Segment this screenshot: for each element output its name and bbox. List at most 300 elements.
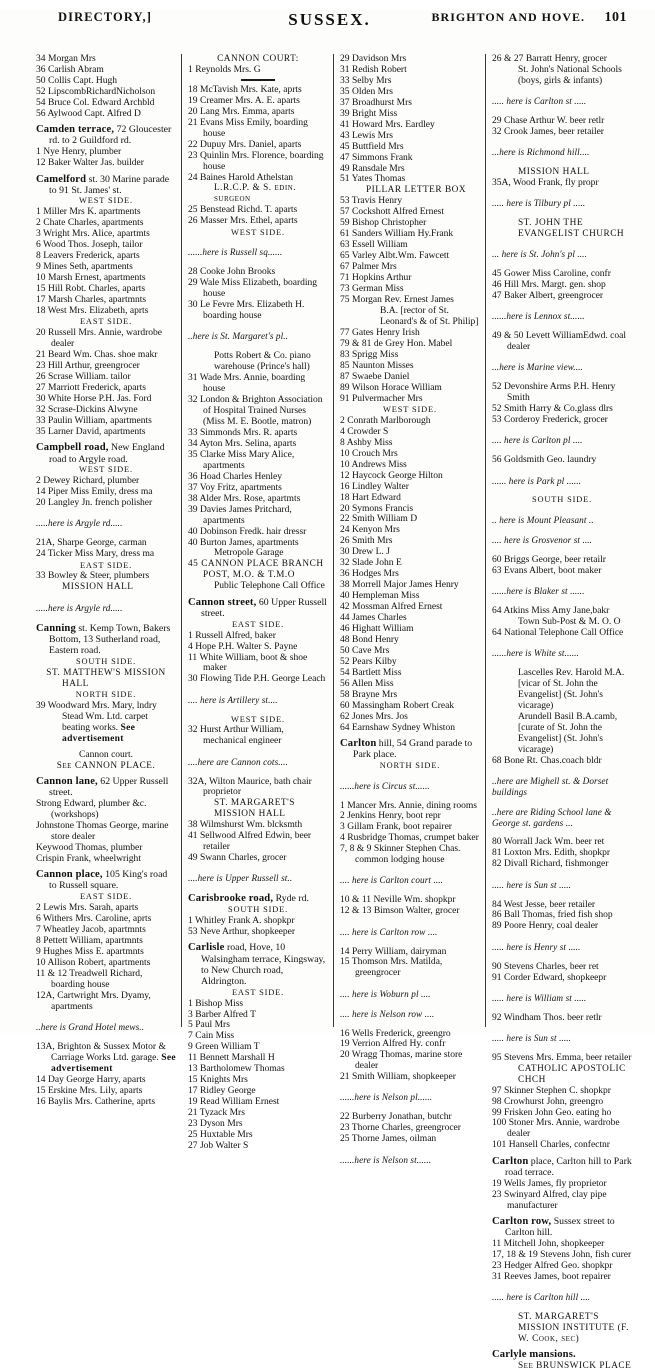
entry-text: 40 Hempleman Miss — [340, 590, 420, 602]
entry-text: ST. JOHN THE EVANGELIST CHURCH — [518, 218, 625, 240]
entry-text: Strong Edward, plumber &c. (workshops) — [36, 798, 147, 820]
entry-text: 29 Wale Miss Elizabeth, boarding house — [188, 277, 317, 300]
entry-text: 36 Hodges Mrs — [340, 568, 399, 580]
cross-reference — [340, 989, 480, 1000]
entry-text: 1 Russell Alfred, baker — [188, 629, 276, 641]
directory-entry — [492, 415, 632, 426]
entry-text: 1 Nye Henry, plumber — [36, 146, 122, 158]
street-heading — [188, 597, 328, 619]
entry-text: See CANNON PLACE. — [56, 760, 156, 771]
entry-text: ..... here is Sun st ..... — [492, 879, 572, 890]
entry-text: Cannon court. — [79, 748, 133, 760]
entry-text: 19 Creamer Mrs. A. E. aparts — [188, 94, 300, 106]
entry-text: 7 Wheatley Jacob, apartmnts — [36, 923, 146, 935]
entry-text: PILLAR LETTER BOX — [366, 185, 467, 196]
directory-entry — [340, 1072, 480, 1083]
cross-reference — [492, 942, 632, 953]
entry-text: 7, 8 & 9 Skinner Stephen Chas. common lodging house — [340, 843, 461, 866]
street-name: Campbell road, — [36, 442, 109, 454]
entry-text: 44 James Charles — [340, 612, 407, 624]
entry-text: SOUTH SIDE. — [75, 656, 137, 666]
entry-text: 21 Evans Miss Emily, boarding house — [188, 116, 308, 139]
cross-reference — [340, 781, 480, 792]
entry-text: 23 Hedger Alfred Geo. shopkpr — [492, 1259, 613, 1271]
street-name: Carisbrooke road, — [188, 893, 274, 905]
entry-text: road, Hove, 10 Walsingham terrace, Kingsway, to New Church road, Aldrington. — [201, 942, 326, 987]
entry-text: 15 Erskine Mrs. Lily, aparts — [36, 1084, 143, 1096]
cross-reference — [188, 331, 328, 342]
entry-text: ..here are Mighell st. & Dorset buildings — [492, 775, 609, 797]
entry-text: 22 Dupuy Mrs. Daniel, aparts — [188, 138, 302, 150]
entry-text: 1 Mancer Mrs. Annie, dining rooms — [340, 799, 477, 811]
directory-entry — [188, 373, 328, 395]
side-marker — [36, 561, 176, 571]
entry-text: 10 Andrews Miss — [340, 458, 407, 470]
entry-text: 18 McTavish Mrs. Kate, aprts — [188, 83, 302, 95]
entry-text: 89 Poore Henry, coal dealer — [492, 920, 599, 932]
entry-text: EAST SIDE. — [79, 317, 133, 327]
cross-reference — [36, 603, 176, 614]
directory-entry — [340, 723, 480, 734]
entry-text: 101 Hansell Charles, confectnr — [492, 1139, 610, 1151]
entry-text: ......here is Nelson pl...... — [340, 1092, 433, 1103]
entry-text: 52 Pears Kilby — [340, 655, 397, 667]
entry-text: 2 Conrath Marlborough — [340, 414, 431, 426]
directory-entry — [36, 306, 176, 317]
street-name: Carlton row, — [492, 1216, 552, 1228]
entry-text: 49 & 50 Levett WilliamEdwd. coal dealer — [492, 330, 626, 353]
entry-text: 64 Atkins Miss Amy Jane,bakr — [492, 605, 610, 617]
entry-text: 58 Brayne Mrs — [340, 688, 398, 700]
entry-text: .... here is Carlton row .... — [340, 926, 438, 937]
directory-entry — [492, 1053, 632, 1064]
entry-text: 87 Swaebe Daniel — [340, 370, 410, 382]
entry-text: 53 Corderoy Frederick, grocer — [492, 414, 608, 426]
entry-text: 8 Leavers Frederick, aparts — [36, 250, 140, 262]
entry-text: 12 Haycock George Hilton — [340, 469, 443, 481]
entry-text: 25 Thorne James, oilman — [340, 1133, 437, 1145]
directory-entry — [492, 218, 632, 240]
entry-text: 20 Russell Mrs. Annie, wardrobe dealer — [36, 327, 162, 350]
entry-text: 89 Wilson Horace William — [340, 381, 442, 393]
cross-reference — [492, 880, 632, 891]
entry-text: SOUTH SIDE. — [531, 495, 593, 505]
entry-text: 41 Howard Mrs. Eardley — [340, 118, 435, 130]
entry-text: 38 Wilmshurst Wm. blcksmth — [188, 819, 303, 831]
directory-entry — [340, 306, 480, 328]
entry-text: 35A, Wood Frank, fly propr — [492, 177, 599, 189]
cross-reference — [492, 535, 632, 546]
entry-text: 11 Mitchell John, shopkeeper — [492, 1238, 605, 1249]
entry-text: 36 Hoad Charles Henley — [188, 470, 282, 482]
entry-text: EAST SIDE. — [79, 560, 133, 570]
entry-text: 23 Dyson Mrs — [188, 1118, 243, 1130]
entry-text: 26 & 27 Barratt Henry, grocer — [492, 53, 607, 64]
entry-text: 49 Ransdale Mrs — [340, 162, 405, 174]
street-heading — [36, 623, 176, 657]
street-name: Carlton — [340, 738, 377, 750]
directory-entry — [188, 1141, 328, 1152]
entry-text: 97 Skinner Stephen C. shopkpr — [492, 1084, 611, 1096]
entry-text: 46 Highatt William — [340, 623, 414, 635]
entry-text: ...... here is Park pl ...... — [492, 475, 582, 486]
entry-text: 18 Hart Edward — [340, 491, 401, 503]
entry-text: 1 Bishop Miss — [188, 997, 244, 1009]
directory-entry — [36, 549, 176, 560]
entry-text: 10 Marsh Ernest, apartments — [36, 272, 146, 284]
directory-entry — [36, 750, 176, 761]
entry-text: 26 Masser Mrs. Ethel, aparts — [188, 215, 298, 227]
entry-text: 10 Crouch Mrs — [340, 447, 398, 459]
entry-text: 31 Redish Robert — [340, 63, 407, 75]
directory-entry — [188, 581, 328, 592]
cross-reference — [492, 435, 632, 446]
running-head-left-text: DIRECTORY, — [58, 10, 147, 24]
entry-text: 19 Read William Ernest — [188, 1096, 280, 1108]
entry-text: 13A, Brighton & Sussex Motor & Carriage Works Ltd. garage. — [36, 1040, 166, 1063]
entry-text: SOUTH SIDE. — [227, 905, 289, 915]
cross-reference — [492, 807, 632, 829]
entry-text: Ryde rd. — [273, 893, 309, 905]
entry-text: ......here is Blaker st ...... — [492, 586, 585, 597]
entry-text: 6 Withers Mrs. Caroline, aprts — [36, 912, 152, 924]
cross-reference — [188, 247, 328, 258]
entry-text: 9 Green William T — [188, 1041, 260, 1053]
street-heading — [36, 776, 176, 798]
entry-text: 53 Travis Henry — [340, 195, 402, 207]
entry-text: 45 CANNON PLACE BRANCH POST, M.O. & T.M.O — [188, 559, 324, 581]
entry-text: HALL — [62, 678, 89, 689]
directory-entry — [492, 859, 632, 870]
entry-text: .... here is Carlton pl .... — [492, 435, 583, 446]
entry-text: WEST SIDE. — [383, 405, 437, 414]
entry-text: NORTH SIDE. — [379, 760, 441, 770]
entry-text: NORTH SIDE. — [75, 689, 137, 699]
cross-reference — [36, 1022, 176, 1033]
entry-text: EAST SIDE. — [79, 892, 133, 902]
directory-entry — [188, 927, 328, 938]
entry-text: 21 Smith William, shopkeeper — [340, 1071, 456, 1083]
entry-text: Lascelles Rev. Harold M.A. [vicar of St. John the Evangelist] (St. John's vicarage) — [518, 667, 625, 712]
entry-text: 20 Langley Jn. french polisher — [36, 497, 153, 509]
side-marker — [36, 465, 176, 475]
entry-text: 79 & 81 de Grey Hon. Mabel — [340, 337, 453, 349]
entry-text: .....here is Argyle rd..... — [36, 602, 123, 613]
entry-text: 83 Sprigg Miss — [340, 348, 399, 360]
entry-text: 1 Miller Mrs K. apartments — [36, 206, 141, 218]
entry-text: 18 West Mrs. Elizabeth, aprts — [36, 304, 149, 316]
side-marker — [340, 405, 480, 415]
directory-entry — [492, 291, 632, 302]
entry-text: 64 Earnshaw Sydney Whiston — [340, 721, 455, 733]
entry-text: ..... here is Henry st ..... — [492, 941, 581, 952]
entry-text: 62 Jones Mrs. Jos — [340, 710, 408, 722]
running-head-right: BRIGHTON AND HOVE. — [431, 10, 585, 24]
entry-text: 45 Buttfield Mrs — [340, 140, 404, 152]
entry-text: 16 Baylis Mrs. Catherine, aprts — [36, 1095, 156, 1107]
entry-text: 23 Thorne Charles, greengrocer — [340, 1122, 461, 1134]
entry-text: 60 Briggs George, beer retailr — [492, 554, 606, 566]
directory-column-4 — [485, 53, 637, 1372]
entry-text: Crispin Frank, wheelwright — [36, 852, 141, 864]
entry-text: EAST SIDE. — [231, 987, 285, 997]
entry-text: st. 30 Marine parade to 91 St. James' st. — [49, 173, 170, 196]
entry-text: 43 Lewis Mrs — [340, 129, 393, 141]
entry-text: 9 Hughes Miss E. apartmnts — [36, 945, 144, 957]
entry-text: 63 Evans Albert, boot maker — [492, 565, 602, 576]
directory-entry — [188, 151, 328, 173]
directory-entry — [36, 571, 176, 582]
side-marker — [340, 761, 480, 771]
entry-text: Town Sub-Post & M. O. O — [518, 616, 621, 628]
directory-entry — [36, 969, 176, 991]
entry-text: 22 Burberry Jonathan, butchr — [340, 1111, 452, 1123]
entry-text: 4 Rusbridge Thomas, crumpet baker — [340, 832, 479, 844]
entry-text: 16 Wells Frederick, greengro — [340, 1027, 451, 1039]
entry-text: 61 Sanders William Hy.Frank — [340, 228, 454, 240]
cross-reference — [340, 1155, 480, 1166]
cross-reference — [188, 695, 328, 706]
entry-text: ......here is White st...... — [492, 648, 579, 659]
directory-entry — [188, 450, 328, 472]
entry-text: CANNON COURT: — [217, 54, 299, 64]
entry-text: ......here is Lennox st...... — [492, 311, 585, 322]
entry-text: 11 & 12 Treadwell Richard, boarding house — [36, 967, 143, 990]
cross-reference — [492, 311, 632, 322]
entry-text: 15 Hill Robt. Charles, aparts — [36, 283, 146, 295]
entry-text: 73 German Miss — [340, 283, 404, 295]
directory-entry — [188, 653, 328, 675]
entry-text: 27 Marriott Frederick, aparts — [36, 382, 147, 394]
side-marker — [188, 715, 328, 725]
entry-text: ..... here is Sun st ..... — [492, 1032, 572, 1043]
entry-text: 8 Pettett William, apartmnts — [36, 934, 143, 946]
advertisement-note: See advertisement — [51, 1051, 176, 1074]
side-marker — [188, 620, 328, 630]
entry-text: EAST SIDE. — [231, 619, 285, 629]
entry-text: 56 Goldsmith Geo. laundry — [492, 454, 597, 466]
entry-text: ..here are Riding School lane & George st. gardens ... — [492, 806, 612, 828]
entry-text: 30 Flowing Tide P.H. George Leach — [188, 673, 326, 685]
entry-text: 7 Cain Miss — [188, 1030, 235, 1042]
entry-text: ...here is Marine view.... — [492, 362, 583, 373]
entry-text: MISSION HALL — [518, 167, 590, 178]
directory-entry — [492, 382, 632, 404]
side-marker — [36, 657, 176, 667]
directory-entry — [492, 1140, 632, 1151]
directory-entry — [492, 1361, 632, 1372]
entry-text: hill, 54 Grand parade to Park place. — [353, 738, 473, 761]
entry-text: 45 Gower Miss Caroline, confr — [492, 268, 611, 280]
directory-entry — [36, 158, 176, 169]
entry-text: 19 Verrion Alfred Hy. confr — [340, 1038, 446, 1050]
entry-text: ....here is Upper Russell st.. — [188, 873, 293, 884]
street-heading — [188, 942, 328, 987]
directory-entry — [188, 278, 328, 300]
entry-text: 46 Hill Mrs. Margt. gen. shop — [492, 279, 606, 291]
directory-entry — [36, 582, 176, 593]
running-head — [30, 10, 629, 36]
entry-text: 30 Drew L. J — [340, 546, 390, 558]
entry-text: WEST SIDE. — [79, 196, 133, 206]
entry-text: ..here is Grand Hotel mews.. — [36, 1021, 145, 1032]
entry-text: 56 Aylwood Capt. Alfred D — [36, 107, 141, 119]
entry-text: ..here is St. Margaret's pl.. — [188, 331, 289, 342]
entry-text: 17, 18 & 19 Stevens John, fish curer — [492, 1248, 632, 1260]
side-marker — [492, 495, 632, 505]
entry-text: 35 Clarke Miss Mary Alice, apartments — [188, 448, 295, 471]
entry-text: 85 Naunton Misses — [340, 359, 414, 371]
entry-text: 50 Cave Mrs — [340, 644, 390, 656]
entry-text: 36 Carlish Abram — [36, 63, 104, 75]
entry-text: ..... here is William st ..... — [492, 992, 587, 1003]
directory-entry — [36, 1042, 176, 1075]
page-number: 101 — [604, 10, 627, 25]
entry-text: WEST SIDE. — [79, 465, 133, 475]
entry-text: 31 Reeves James, boot repairer — [492, 1270, 611, 1282]
street-heading — [492, 1156, 632, 1178]
street-heading — [36, 124, 176, 146]
directory-entry — [492, 921, 632, 932]
entry-text: .... here is Carlton court .... — [340, 875, 444, 886]
entry-text: 29 Davidson Mrs — [340, 53, 407, 64]
entry-text: 32 Scrase-Dickins Alwyne — [36, 403, 138, 415]
directory-entry — [188, 351, 328, 373]
street-heading — [492, 1216, 632, 1238]
cross-reference — [492, 993, 632, 1004]
entry-text: 34 Ayton Mrs. Selina, aparts — [188, 437, 297, 449]
entry-text: .....here is Argyle rd..... — [36, 518, 123, 529]
entry-text: 32 Hurst Arthur William, mechanical engineer — [188, 724, 284, 747]
entry-text: 30 Le Fevre Mrs. Elizabeth H. boarding house — [188, 299, 305, 322]
cross-reference — [492, 96, 632, 107]
entry-text: 35 Larner David, apartments — [36, 425, 146, 437]
advertisement-note: See advertisement — [62, 721, 136, 744]
entry-text: 29 Chase Arthur W. beer retlr — [492, 115, 605, 127]
street-name: Carlton — [492, 1155, 529, 1167]
directory-entry — [36, 1097, 176, 1108]
directory-entry — [188, 548, 328, 559]
entry-text: 9 Mines Seth, apartments — [36, 261, 133, 273]
entry-text: 30 White Horse P.H. Jas. Ford — [36, 393, 152, 404]
directory-entry — [36, 109, 176, 120]
cross-reference — [340, 875, 480, 886]
entry-text: 32 Crook James, beer retailer — [492, 125, 604, 137]
directory-entry — [188, 798, 328, 820]
entry-text: 39 Woodward Mrs. Mary, lndry — [36, 699, 157, 711]
entry-text: ... here is St. John's pl .... — [492, 249, 587, 260]
directory-entry — [340, 174, 480, 185]
entry-text: 8 Ashby Miss — [340, 436, 393, 448]
entry-text: 64 National Telephone Call Office — [492, 627, 624, 639]
entry-text: ...here is Richmond hill.... — [492, 147, 590, 158]
cross-reference — [492, 515, 632, 526]
entry-text: 12 & 13 Bimson Walter, grocer — [340, 905, 460, 917]
entry-text: 33 Selby Mrs — [340, 74, 392, 86]
directory-entry — [492, 756, 632, 767]
entry-text: 105 King's road to Russell square. — [49, 869, 168, 892]
entry-text: 33 Bowley & Steer, plumbers — [36, 570, 150, 582]
entry-text: St. John's National Schools (boys, girls & infants) — [518, 63, 622, 86]
entry-text: 1 Reynolds Mrs. G — [188, 63, 261, 75]
entry-text: WEST SIDE. — [231, 714, 285, 724]
cross-reference — [492, 362, 632, 373]
directory-entry — [492, 668, 632, 712]
entry-text: 3 Gillam Frank, boot repairer — [340, 821, 452, 833]
entry-text: 24 Kenyon Mrs — [340, 524, 400, 536]
directory-entry — [492, 1312, 632, 1345]
directory-entry — [340, 394, 480, 405]
side-marker — [188, 228, 328, 238]
entry-text: 2 Chate Charles, apartments — [36, 217, 144, 229]
entry-text: ..... here is Tilbury pl ..... — [492, 198, 586, 209]
entry-text: 39 Bright Miss — [340, 107, 398, 119]
entry-text: 39 Davies James Pritchard, apartments — [188, 503, 292, 526]
entry-text: 75 Morgan Rev. Ernest James — [340, 293, 454, 305]
entry-text: 5 Paul Mrs — [188, 1019, 230, 1031]
directory-entry — [492, 455, 632, 466]
entry-text: 51 Yates Thomas — [340, 173, 406, 185]
entry-text: ..... here is Carlton hill .... — [492, 1292, 591, 1302]
entry-text: 98 Crowhurst John, greengro — [492, 1095, 604, 1107]
entry-text: 12A, Cartwright Mrs. Dyamy, apartments — [36, 989, 151, 1012]
entry-text: 48 Bond Henry — [340, 633, 399, 645]
directory-entry — [36, 668, 176, 679]
cross-reference — [340, 927, 480, 938]
entry-text: 95 Stevens Mrs. Emma, beer retailer — [492, 1051, 632, 1063]
section-rule — [241, 79, 275, 81]
entry-text: .. here is Mount Pleasant .. — [492, 515, 594, 526]
entry-text: 40 Burton James, apartments — [188, 536, 299, 548]
street-name: Cannon place, — [36, 869, 103, 881]
entry-text: 23 Swinyard Alfred, clay pipe manufacturer — [492, 1188, 607, 1211]
entry-text: 21 Tyzack Mrs — [188, 1107, 245, 1119]
entry-text: 32 Slade John E — [340, 557, 402, 569]
directory-entry — [188, 831, 328, 853]
entry-text: 60 Massingham Robert Creak — [340, 699, 455, 711]
cross-reference — [36, 518, 176, 529]
entry-text: 62 Upper Russell street. — [49, 776, 169, 799]
entry-text: ......here is Russell sq...... — [188, 247, 283, 258]
street-heading — [36, 442, 176, 464]
entry-text: 81 Loxton Mrs. Edith, shopkpr — [492, 847, 611, 859]
cross-reference — [492, 198, 632, 209]
entry-text: 53 Neve Arthur, shopkeeper — [188, 925, 296, 937]
entry-text: 1 Whitley Frank A. shopkpr — [188, 914, 295, 926]
entry-text: 25 Huxtable Mrs — [188, 1128, 253, 1140]
directory-entry — [340, 1134, 480, 1145]
directory-entry — [492, 1064, 632, 1086]
directory-column-1 — [30, 53, 181, 1107]
entry-text: 20 Symons Francis — [340, 502, 414, 514]
directory-entry — [36, 854, 176, 865]
entry-text: ......here is Circus st...... — [340, 780, 430, 791]
entry-text: 91 Pulvermacher Mrs — [340, 392, 423, 404]
entry-text: 17 Ridley George — [188, 1085, 256, 1097]
directory-page — [0, 10, 655, 1372]
entry-text: 10 Allison Robert, apartments — [36, 956, 151, 968]
directory-entry — [492, 1013, 632, 1024]
entry-text: 15 Knights Mrs — [188, 1074, 248, 1086]
entry-text: 71 Hopkins Arthur — [340, 272, 412, 284]
entry-text: Stead Wm. Ltd. carpet beating works. — [62, 710, 148, 733]
entry-text: Potts Robert & Co. piano warehouse (Prince's hall) — [214, 350, 311, 373]
directory-entry — [36, 991, 176, 1013]
directory-entry — [36, 498, 176, 509]
entry-text: 11 Bennett Marshall H — [188, 1052, 275, 1064]
directory-entry — [492, 1190, 632, 1212]
directory-entry — [188, 216, 328, 227]
